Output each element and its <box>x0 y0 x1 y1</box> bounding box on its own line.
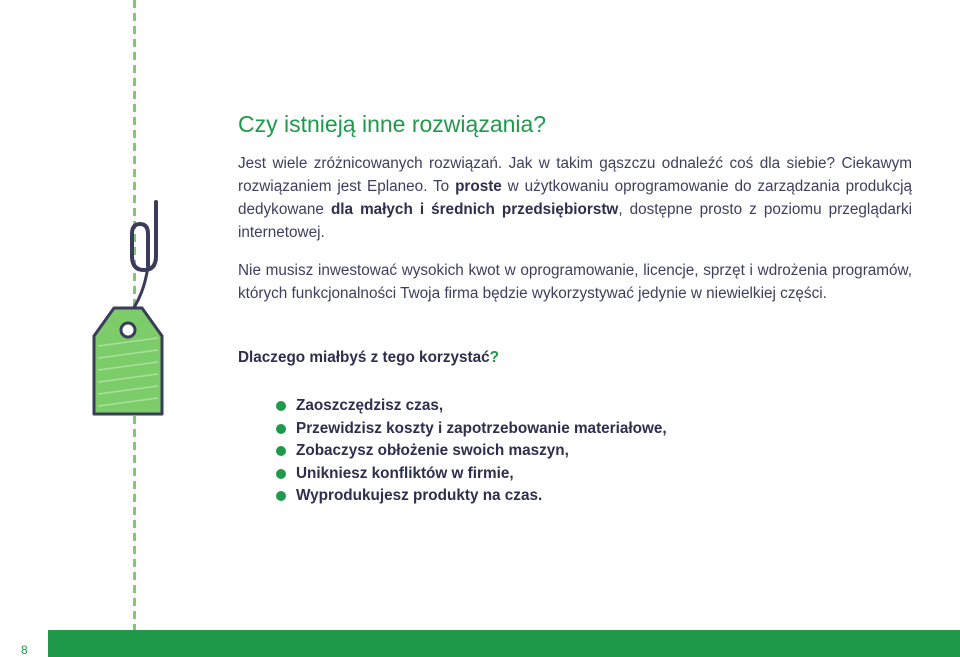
list-item <box>276 440 667 463</box>
price-tag-icon <box>84 196 174 420</box>
intro-bold-target: dla małych i średnich przedsiębiorstw <box>330 201 619 218</box>
list-item <box>276 418 667 441</box>
page-title: Czy istnieją inne rozwiązania? <box>238 111 547 137</box>
page-number: 8 <box>21 643 28 657</box>
subheading-text: Dlaczego miałbyś z tego korzystać <box>238 349 490 366</box>
investment-paragraph: Nie musisz inwestować wysokich kwot w oprogramowanie, licencje, sprzęt i wdrożenia programów, których funkcjonalności Twoja firma będzie wykorzystywać jedynie w niewielkiej części. <box>238 262 912 302</box>
bullet-dot-icon <box>276 446 286 456</box>
intro-text-1: Jest wiele zróżnicowanych rozwiązań. Jak w takim gąszczu odnaleźć coś dla siebie? Ciekawym rozwiązaniem jest Eplaneo. To <box>238 155 912 195</box>
footer-bar <box>0 630 960 657</box>
bullet-dot-icon <box>276 424 286 434</box>
list-item-text: Przewidzisz koszty i zapotrzebowanie materiałowe, <box>296 419 667 437</box>
bullet-dot-icon <box>276 469 286 479</box>
list-item-text: Unikniesz konfliktów w firmie, <box>296 464 514 482</box>
list-item-text: Wyprodukujesz produkty na czas. <box>296 487 543 505</box>
benefits-list <box>276 395 667 508</box>
subheading-question-mark: ? <box>489 349 499 366</box>
bullet-dot-icon <box>276 491 286 501</box>
list-item-text: Zaoszczędzisz czas, <box>296 397 444 414</box>
intro-paragraph <box>238 152 912 244</box>
intro-bold-simple: proste <box>455 178 502 195</box>
list-item <box>276 485 667 508</box>
list-item <box>276 463 667 486</box>
list-item-text: Zobaczysz obłożenie swoich maszyn, <box>296 442 569 460</box>
intro-text-3: , dostępne prosto z poziomu przeglądarki internetowej. <box>238 201 912 241</box>
list-item <box>276 395 667 418</box>
bullet-dot-icon <box>276 401 286 411</box>
intro-text-2: w użytkowaniu oprogramowanie do zarządzania produkcją dedykowane <box>238 178 912 218</box>
section-subheading <box>238 349 499 367</box>
